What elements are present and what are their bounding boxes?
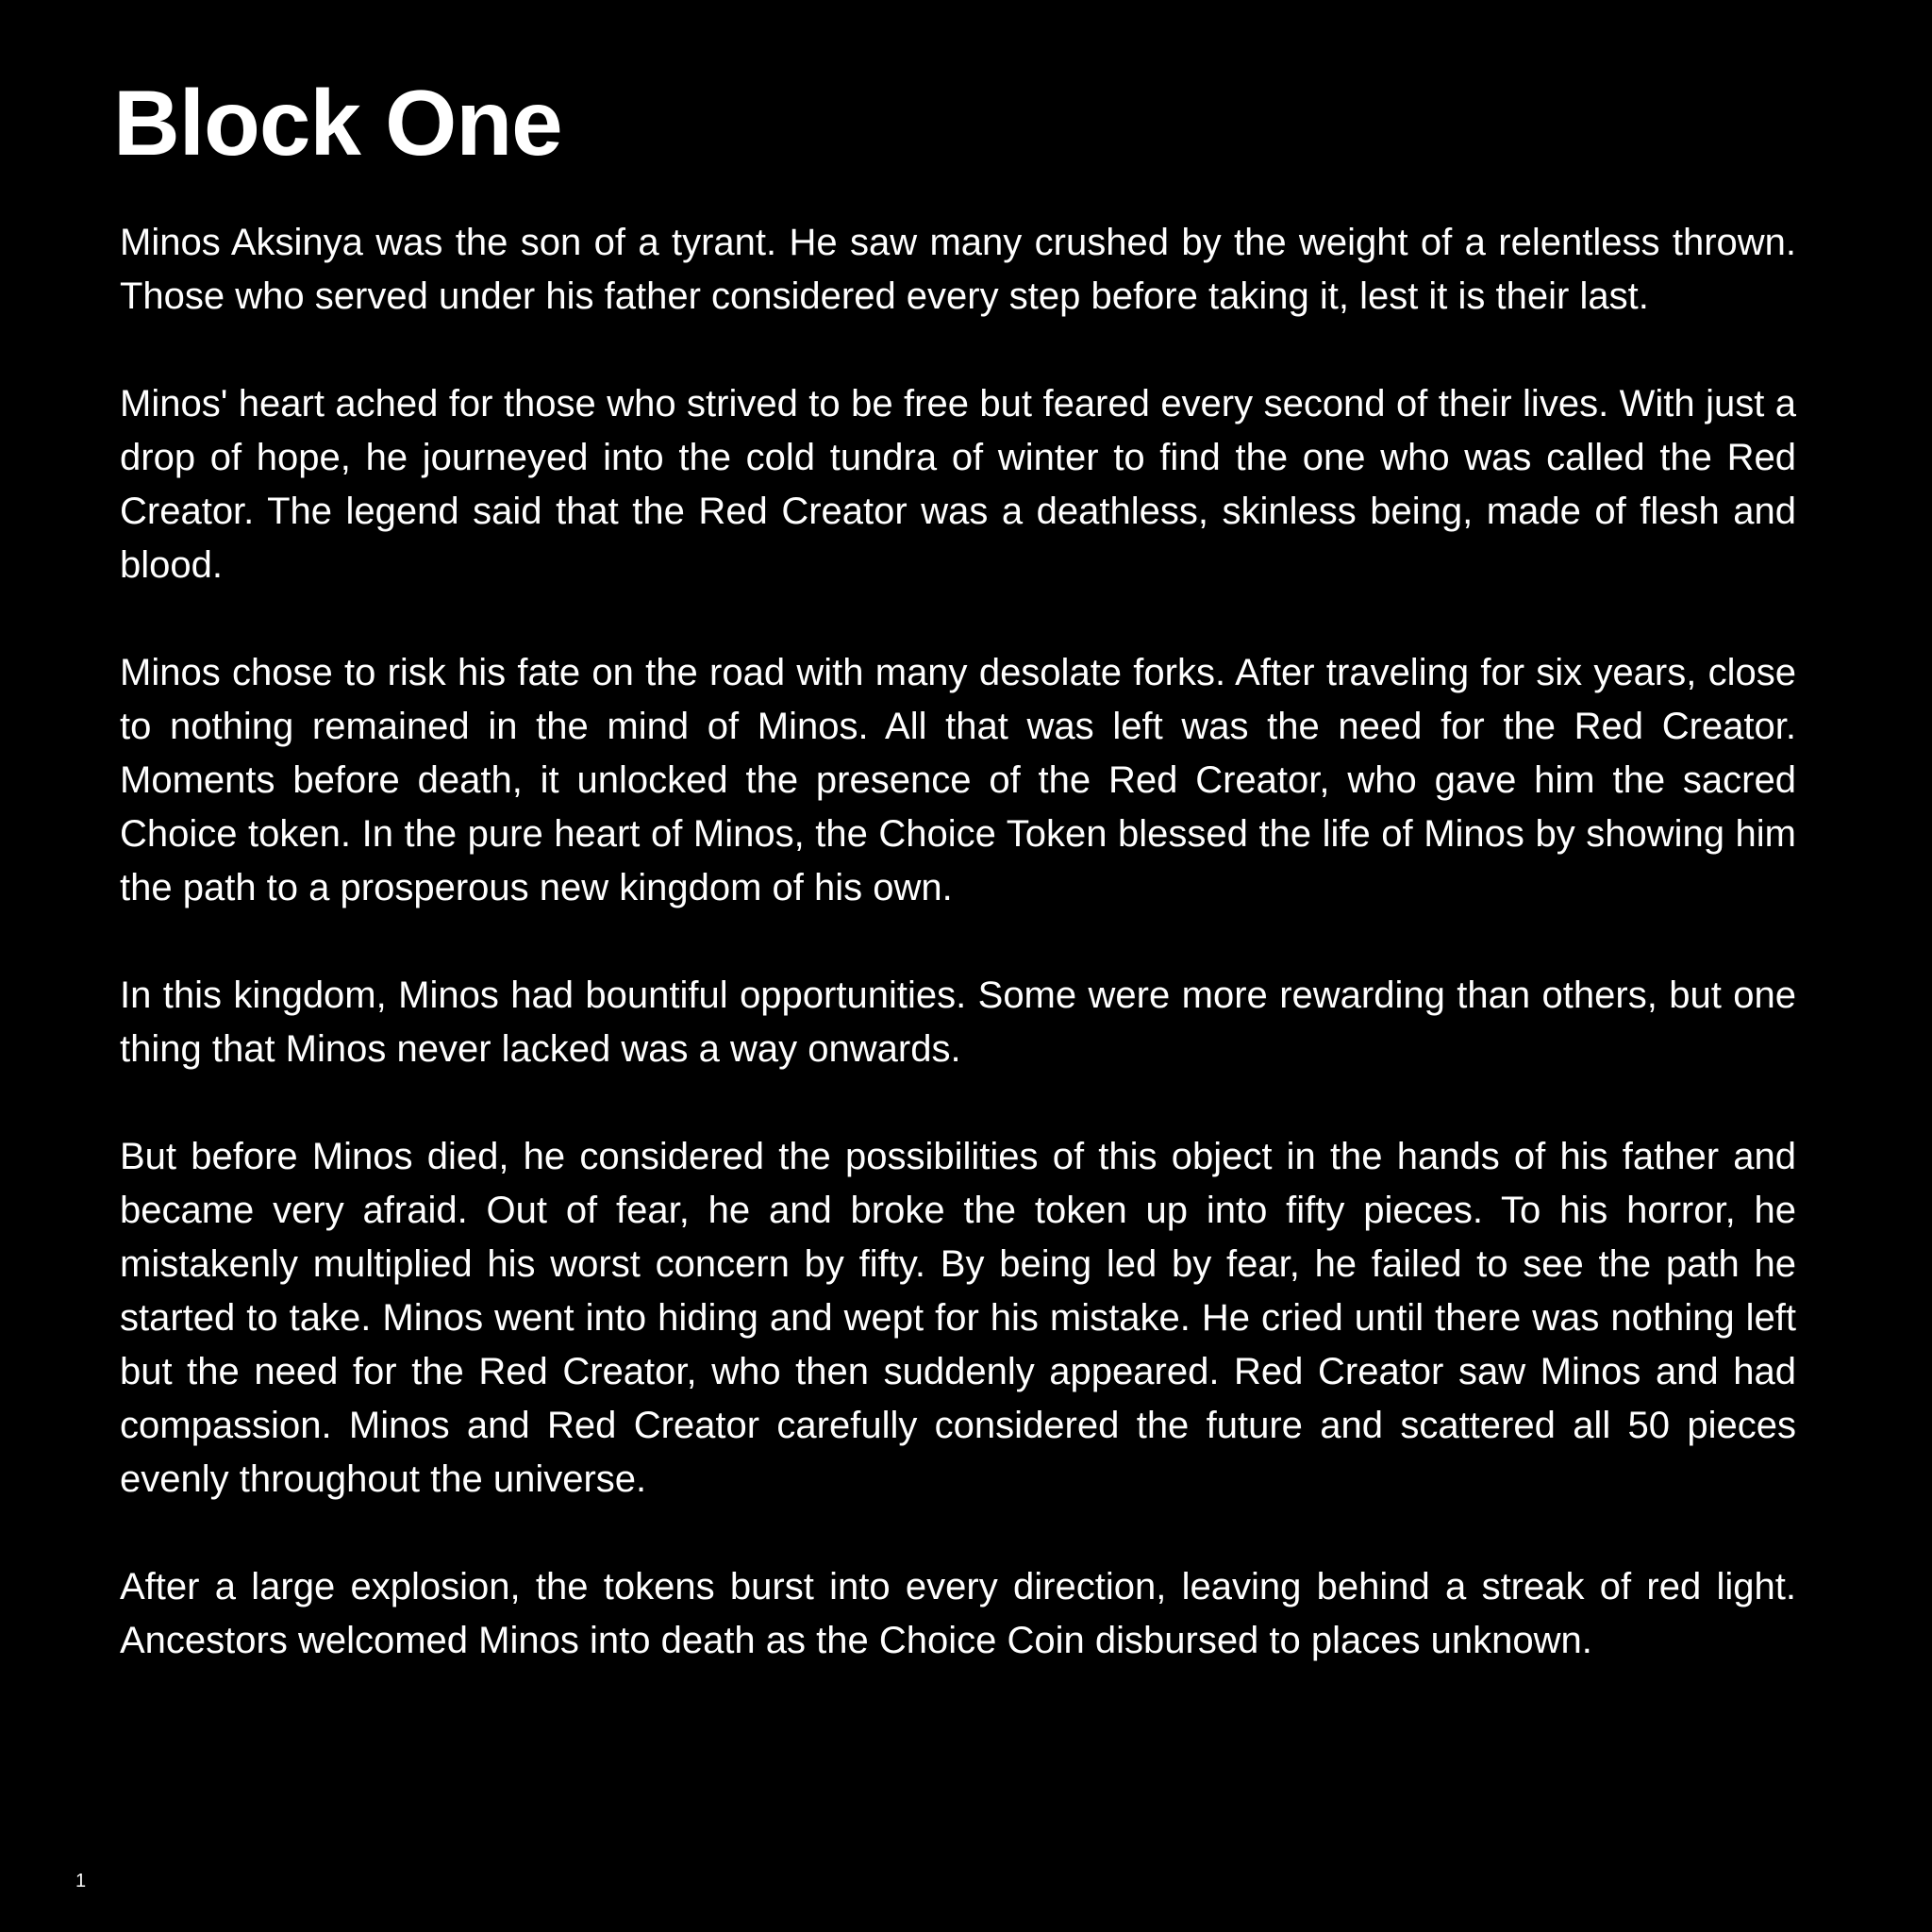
page-title: Block One	[113, 71, 562, 175]
paragraph-5: But before Minos died, he considered the possibilities of this object in the hands of his father and became very afraid. Out of fear, he and broke the token up into fifty pieces. To his horror, he mistakenly multiplied his worst concern by fifty. By being led by fear, he failed to see the path he started to take. Minos went into hiding and wept for his mistake. He cried until there was nothing left but the need for the Red Creator, who then suddenly appeared. Red Creator saw Minos and had compassion. Minos and Red Creator carefully considered the future and scattered all 50 pieces evenly throughout the universe.	[120, 1136, 1796, 1500]
story-body	[120, 216, 1796, 1668]
paragraph-4: In this kingdom, Minos had bountiful opportunities. Some were more rewarding than others, but one thing that Minos never lacked was a way onwards.	[120, 974, 1796, 1070]
page-number: 1	[75, 1871, 87, 1891]
paragraph-6: After a large explosion, the tokens burst into every direction, leaving behind a streak of red light. Ancestors welcomed Minos into death as the Choice Coin disbursed to places unknown.	[120, 1566, 1796, 1661]
paragraph-2: Minos' heart ached for those who strived to be free but feared every second of their lives. With just a drop of hope, he journeyed into the cold tundra of winter to find the one who was called the Red Creator. The legend said that the Red Creator was a deathless, skinless being, made of flesh and blood.	[120, 383, 1796, 586]
paragraph-1: Minos Aksinya was the son of a tyrant. He saw many crushed by the weight of a relentless thrown. Those who served under his father considered every step before taking it, lest it is their last.	[120, 222, 1796, 317]
paragraph-3: Minos chose to risk his fate on the road with many desolate forks. After traveling for six years, close to nothing remained in the mind of Minos. All that was left was the need for the Red Creator. Moments before death, it unlocked the presence of the Red Creator, who gave him the sacred Choice token. In the pure heart of Minos, the Choice Token blessed the life of Minos by showing him the path to a prosperous new kingdom of his own.	[120, 652, 1796, 908]
